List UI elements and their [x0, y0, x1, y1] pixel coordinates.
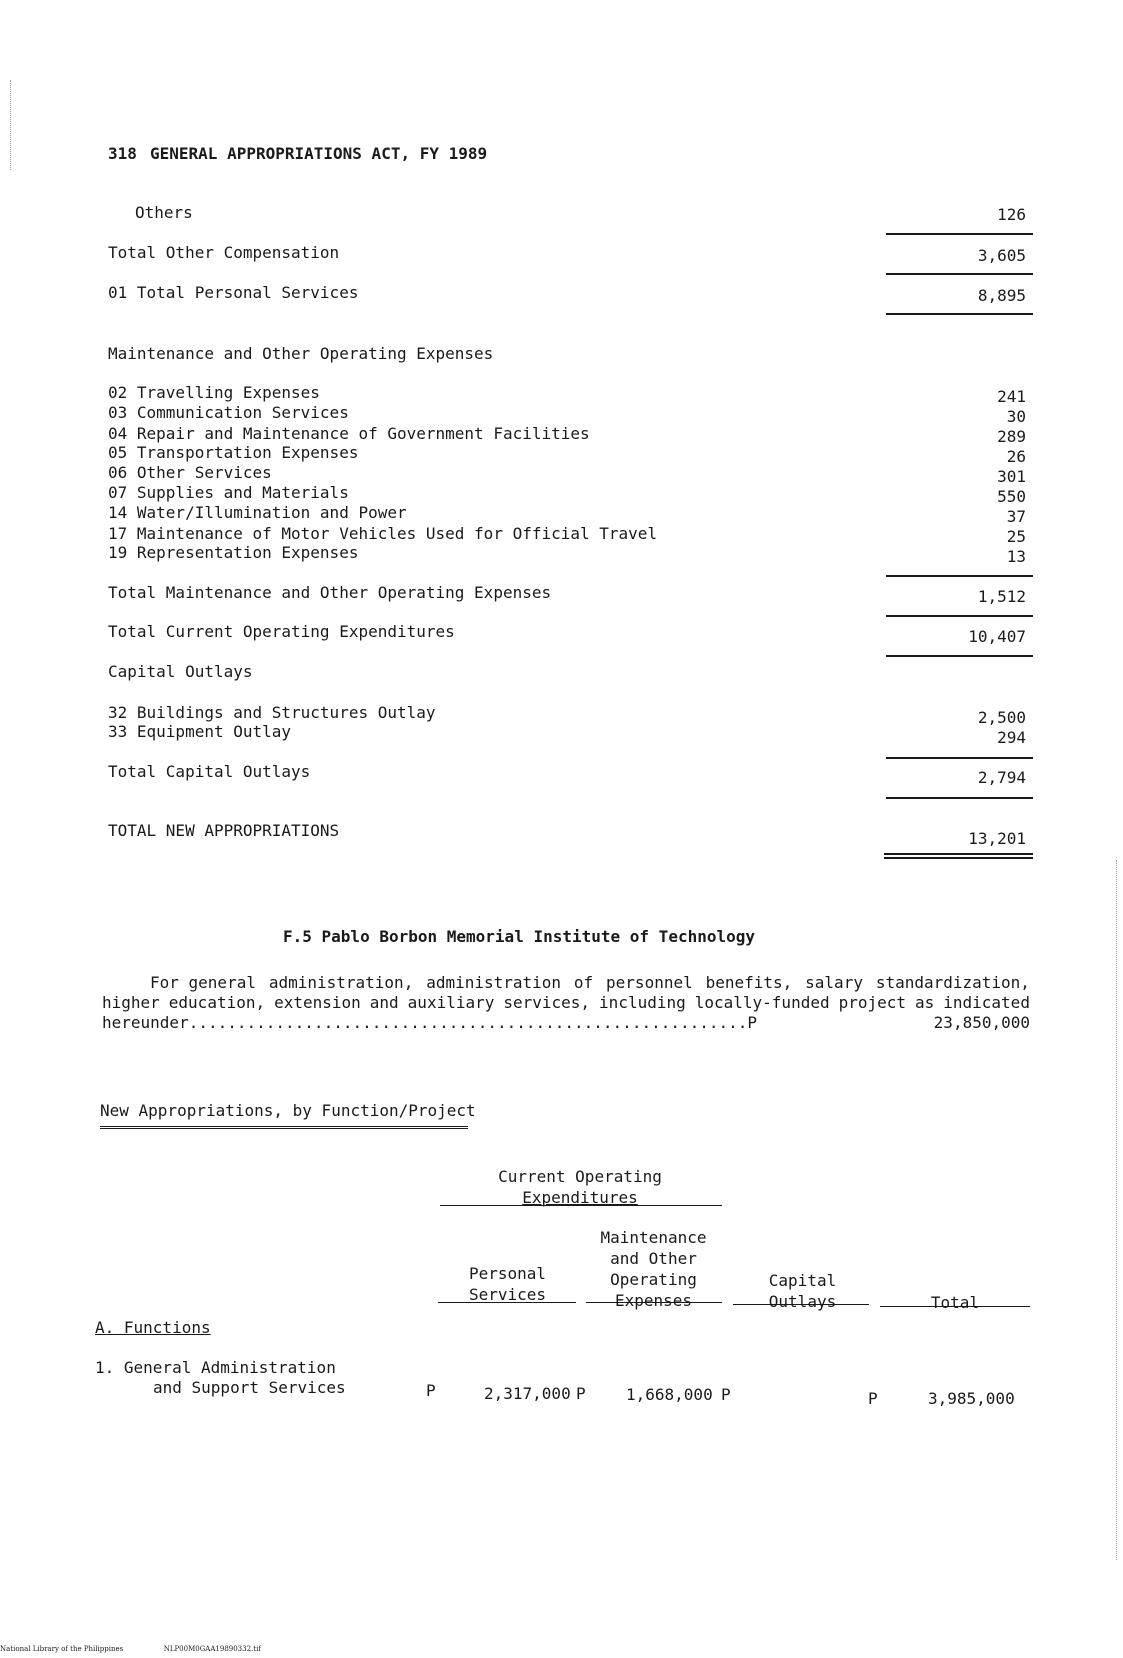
- row-total: 3,985,000: [928, 1389, 1015, 1408]
- para-word: administration: [426, 973, 562, 992]
- col-header-line: Personal: [468, 1264, 547, 1283]
- mooe-item-amount: 550: [997, 487, 1026, 506]
- mooe-item-label: 17 Maintenance of Motor Vehicles Used for Official Travel: [108, 524, 658, 543]
- para-word: For general: [150, 973, 256, 992]
- mooe-item-label: 19 Representation Expenses: [108, 543, 359, 562]
- scan-edge-left: [10, 80, 13, 170]
- capital-item-amount: 2,500: [977, 708, 1026, 727]
- row-mooe: 1,668,000: [626, 1385, 713, 1404]
- col-header-line: Total: [930, 1293, 980, 1312]
- col-header-mooe: [586, 1227, 721, 1311]
- page-number: 318: [108, 144, 137, 163]
- mooe-item-label: 14 Water/Illumination and Power: [108, 503, 407, 522]
- rule: [886, 757, 1033, 759]
- capital-item-label: 32 Buildings and Structures Outlay: [108, 703, 436, 722]
- rule: [886, 575, 1033, 577]
- total-capital-outlays-label: Total Capital Outlays: [108, 762, 311, 781]
- para-word: standardization,: [875, 973, 1030, 992]
- new-appropriations-heading: New Appropriations, by Function/Project: [100, 1101, 476, 1120]
- mooe-item-amount: 13: [1006, 547, 1026, 566]
- others-amount: 126: [997, 205, 1026, 224]
- total-new-appropriations-label: TOTAL NEW APPROPRIATIONS: [108, 821, 340, 840]
- col-header-line: Expenses: [614, 1291, 693, 1310]
- capital-item-amount: 294: [997, 728, 1026, 747]
- total-personal-services-amount: 8,895: [977, 286, 1026, 305]
- para-word: extension: [274, 993, 361, 1012]
- col-header-personal-services: [440, 1263, 575, 1305]
- total-mooe-amount: 1,512: [977, 587, 1026, 606]
- mooe-item-label: 05 Transportation Expenses: [108, 443, 359, 462]
- rule: [886, 797, 1033, 799]
- col-header-line: Maintenance: [600, 1228, 707, 1247]
- total-mooe-label: Total Maintenance and Other Operating Expenses: [108, 583, 552, 602]
- rule: [886, 313, 1033, 315]
- para-word: indicated: [943, 993, 1030, 1012]
- total-personal-services-label: 01 Total Personal Services: [108, 283, 359, 302]
- para-word: locally-funded: [694, 993, 830, 1012]
- mooe-item-amount: 26: [1006, 447, 1026, 466]
- para-word: services,: [503, 993, 591, 1012]
- col-header-capital-outlays: [735, 1270, 870, 1312]
- col-header-line: Capital: [768, 1271, 837, 1290]
- para-word: salary: [805, 973, 863, 992]
- mooe-item-label: 07 Supplies and Materials: [108, 483, 349, 502]
- col-header-line: Outlays: [768, 1292, 837, 1311]
- total-capital-outlays-amount: 2,794: [977, 768, 1026, 787]
- rule: [886, 273, 1033, 275]
- mooe-item-label: 03 Communication Services: [108, 403, 349, 422]
- mooe-heading: Maintenance and Other Operating Expenses: [108, 344, 494, 363]
- para-word: including: [599, 993, 686, 1012]
- footer-file: NLP00M0GAA19890332.tif: [163, 1645, 261, 1653]
- para-word: of: [573, 973, 594, 992]
- others-label: Others: [135, 203, 193, 222]
- appropriation-paragraph: [102, 973, 1030, 1033]
- group-header: [440, 1166, 720, 1208]
- para-word: and: [369, 993, 399, 1012]
- double-rule: [884, 853, 1033, 859]
- para-word: higher: [102, 993, 160, 1012]
- total-current-operating-amount: 10,407: [968, 627, 1026, 646]
- col-header-total: [880, 1292, 1030, 1313]
- para-word: hereunder: [102, 1013, 189, 1032]
- scan-footer: [0, 1645, 261, 1653]
- para-word: project: [838, 993, 907, 1012]
- currency-symbol: P: [721, 1385, 731, 1404]
- currency-symbol: P: [576, 1384, 586, 1403]
- rule: [886, 233, 1033, 235]
- mooe-item-amount: 30: [1006, 407, 1026, 426]
- para-word: auxiliary: [407, 993, 495, 1012]
- mooe-item-label: 04 Repair and Maintenance of Government Facilities: [108, 424, 590, 443]
- para-word: education,: [168, 993, 266, 1012]
- rule: [438, 1302, 576, 1303]
- scan-edge-right: [1116, 860, 1119, 1560]
- para-word: personnel: [606, 973, 693, 992]
- para-word: benefits,: [705, 973, 793, 992]
- capital-outlays-heading: Capital Outlays: [108, 662, 253, 681]
- para-word: as: [915, 993, 935, 1012]
- mooe-item-amount: 25: [1006, 527, 1026, 546]
- mooe-item-amount: 301: [997, 467, 1026, 486]
- row-label-line: and Support Services: [153, 1378, 346, 1397]
- rule: [886, 655, 1033, 657]
- total-other-compensation-label: Total Other Compensation: [108, 243, 340, 262]
- col-header-line: Services: [468, 1285, 547, 1304]
- currency-symbol: P: [426, 1381, 436, 1400]
- group-header-line: Current Operating: [498, 1167, 662, 1186]
- row-personal-services: 2,317,000: [484, 1384, 571, 1403]
- col-header-line: and Other: [610, 1249, 697, 1268]
- footer-library: National Library of the Philippines: [0, 1645, 124, 1653]
- rule: [880, 1306, 1030, 1307]
- leader-dots: ..........................................................: [188, 1013, 748, 1032]
- mooe-item-amount: 241: [997, 387, 1026, 406]
- col-header-line: Operating: [610, 1270, 697, 1289]
- currency-symbol: P: [868, 1389, 878, 1408]
- double-rule: [100, 1126, 468, 1129]
- mooe-item-amount: 289: [997, 427, 1026, 446]
- institute-heading: F.5 Pablo Borbon Memorial Institute of Technology: [283, 927, 756, 946]
- currency-symbol: P: [747, 1013, 758, 1032]
- total-other-compensation-amount: 3,605: [977, 246, 1026, 265]
- rule: [440, 1205, 722, 1206]
- mooe-item-amount: 37: [1006, 507, 1026, 526]
- total-current-operating-label: Total Current Operating Expenditures: [108, 622, 455, 641]
- rule: [886, 615, 1033, 617]
- section-a-heading: A. Functions: [95, 1318, 211, 1337]
- appropriation-amount: 23,850,000: [933, 1013, 1030, 1032]
- mooe-item-label: 06 Other Services: [108, 463, 272, 482]
- para-word: administration,: [268, 973, 414, 992]
- total-new-appropriations-amount: 13,201: [968, 829, 1026, 848]
- capital-item-label: 33 Equipment Outlay: [108, 722, 292, 741]
- mooe-item-label: 02 Travelling Expenses: [108, 383, 320, 402]
- rule: [586, 1302, 722, 1303]
- row-label-line: 1. General Administration: [95, 1358, 336, 1377]
- page-title: GENERAL APPROPRIATIONS ACT, FY 1989: [150, 144, 488, 163]
- rule: [733, 1304, 869, 1305]
- group-header-line: Expenditures: [522, 1188, 638, 1207]
